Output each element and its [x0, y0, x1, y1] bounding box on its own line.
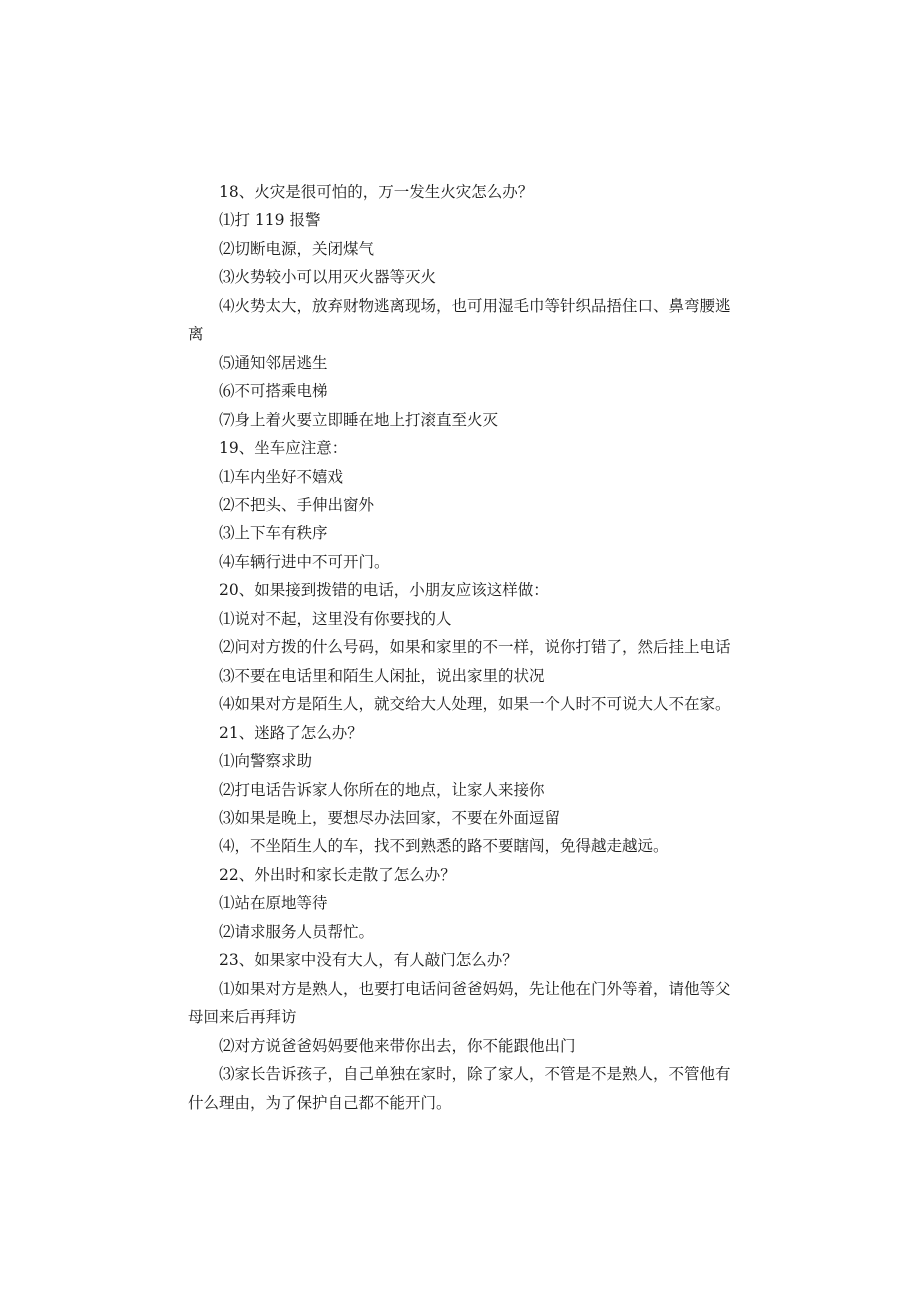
- answer-item: ⑵请求服务人员帮忙。: [219, 922, 375, 941]
- question-19: 19、坐车应注意：: [219, 439, 348, 458]
- answer-item: ⑴站在原地等待: [219, 894, 328, 913]
- answer-item: ⑵打电话告诉家人你所在的地点，让家人来接你: [219, 780, 545, 799]
- answer-item: ⑴打 119 报警: [219, 211, 321, 230]
- answer-item: ⑴如果对方是熟人，也要打电话问爸爸妈妈，先让他在门外等着，请他等父母回来后再拜访: [188, 979, 731, 1027]
- answer-item: ⑶火势较小可以用灭火器等灭火: [219, 268, 437, 287]
- answer-item: ⑸通知邻居逃生: [219, 353, 328, 372]
- answer-item: ⑷如果对方是陌生人，就交给大人处理，如果一个人时不可说大人不在家。: [219, 695, 731, 714]
- answer-item: ⑵对方说爸爸妈妈要他来带你出去，你不能跟他出门: [219, 1036, 576, 1055]
- answer-item: ⑺身上着火要立即睡在地上打滚直至火灭: [219, 410, 499, 429]
- answer-item: ⑶上下车有秩序: [219, 524, 328, 543]
- answer-item: ⑵不把头、手伸出窗外: [219, 495, 375, 514]
- answer-item: ⑶家长告诉孩子，自己单独在家时，除了家人，不管是不是熟人，不管他有什么理由，为了保护自己都不能开门。: [188, 1065, 731, 1112]
- answer-item: ⑶如果是晚上，要想尽办法回家，不要在外面逗留: [219, 808, 561, 827]
- answer-item: ⑷车辆行进中不可开门。: [219, 552, 390, 571]
- question-18: 18、火灾是很可怕的，万一发生火灾怎么办？: [219, 183, 534, 201]
- document-body: [188, 178, 736, 1117]
- answer-item: ⑵问对方拨的什么号码，如果和家里的不一样，说你打错了，然后挂上电话: [219, 638, 731, 657]
- answer-item: ⑴车内坐好不嬉戏: [219, 467, 344, 486]
- question-21: 21、迷路了怎么办？: [219, 723, 363, 742]
- question-20: 20、如果接到拨错的电话，小朋友应该这样做：: [219, 581, 549, 600]
- answer-item: ⑴向警察求助: [219, 752, 313, 771]
- answer-item: ⑷火势太大，放弃财物逃离现场，也可用湿毛巾等针织品捂住口、鼻弯腰逃离: [188, 296, 731, 344]
- question-23: 23、如果家中没有大人，有人敲门怎么办？: [219, 951, 518, 970]
- answer-item: ⑹不可搭乘电梯: [219, 382, 328, 401]
- question-22: 22、外出时和家长走散了怎么办？: [219, 865, 456, 884]
- answer-item: ⑷，不坐陌生人的车，找不到熟悉的路不要瞎闯，免得越走越远。: [219, 837, 669, 856]
- answer-item: ⑴说对不起，这里没有你要找的人: [219, 609, 452, 628]
- answer-item: ⑵切断电源，关闭煤气: [219, 239, 375, 258]
- answer-item: ⑶不要在电话里和陌生人闲扯，说出家里的状况: [219, 666, 545, 685]
